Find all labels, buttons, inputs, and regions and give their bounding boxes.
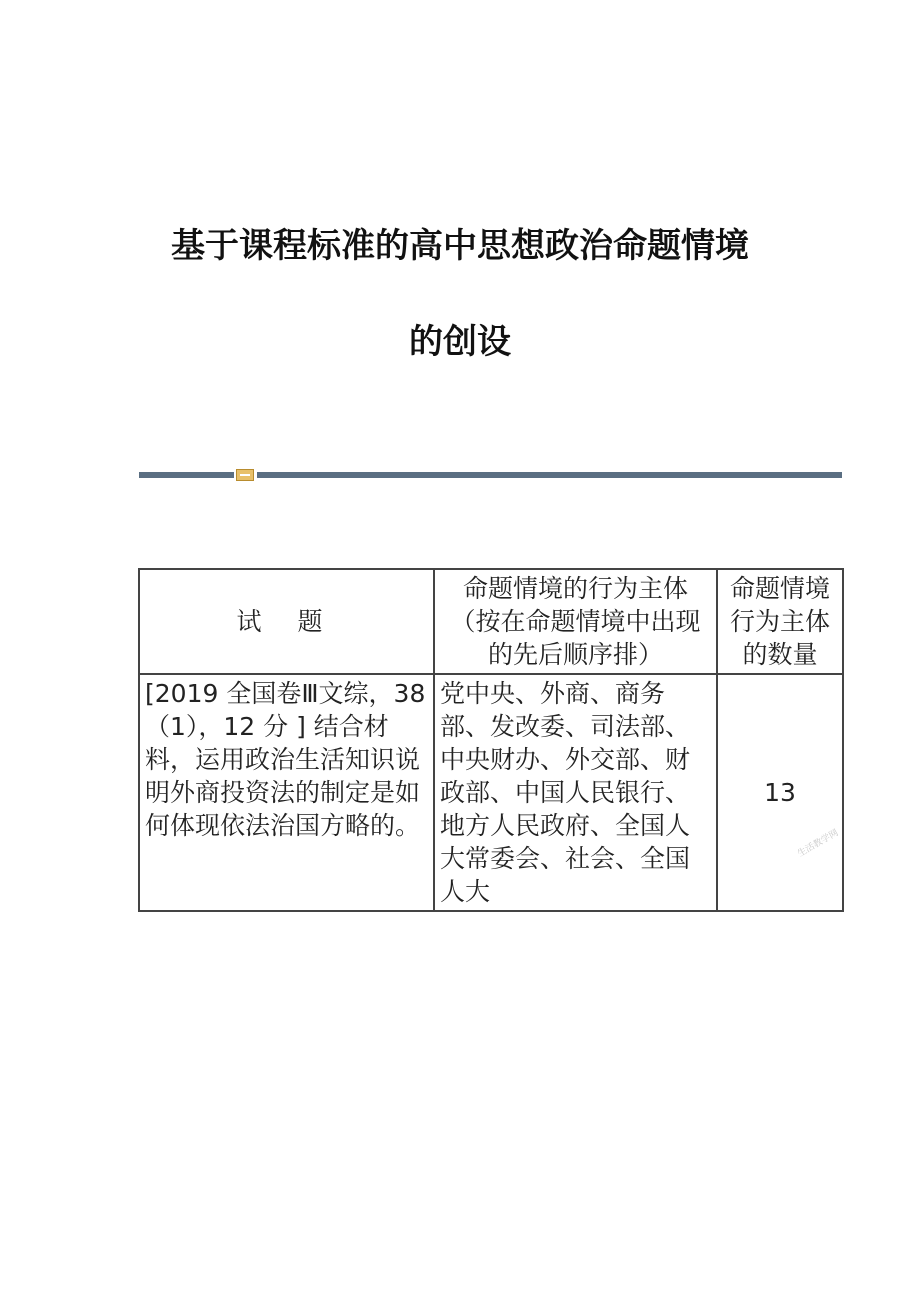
watermark-text: 生活教学网 xyxy=(796,828,841,860)
question-table-image xyxy=(138,568,842,906)
question-table xyxy=(138,568,844,912)
cell-subjects: 党中央、外商、商务部、发改委、司法部、中央财办、外交部、财政部、中国人民银行、地方人民政府、全国人大常委会、社会、全国人大 xyxy=(434,674,717,911)
cell-count: 13 xyxy=(717,674,843,911)
header-subjects: 命题情境的行为主体（按在命题情境中出现的先后顺序排） xyxy=(434,569,717,674)
document-title-line-1: 基于课程标准的高中思想政治命题情境 xyxy=(171,226,749,266)
divider-ornament-icon xyxy=(236,469,254,481)
document-title-line-2: 的创设 xyxy=(409,322,511,362)
header-count: 命题情境行为主体的数量 xyxy=(717,569,843,674)
cell-question: [2019 全国卷Ⅲ文综，38（1），12 分 ] 结合材料，运用政治生活知识说明外商投资法的制定是如何体现依法治国方略的。 xyxy=(139,674,434,911)
table-header-row xyxy=(139,569,843,674)
header-question: 试 题 xyxy=(139,569,434,674)
section-divider xyxy=(139,469,842,481)
divider-bar-right xyxy=(257,472,842,478)
divider-bar-left xyxy=(139,472,234,478)
table-row xyxy=(139,674,843,911)
